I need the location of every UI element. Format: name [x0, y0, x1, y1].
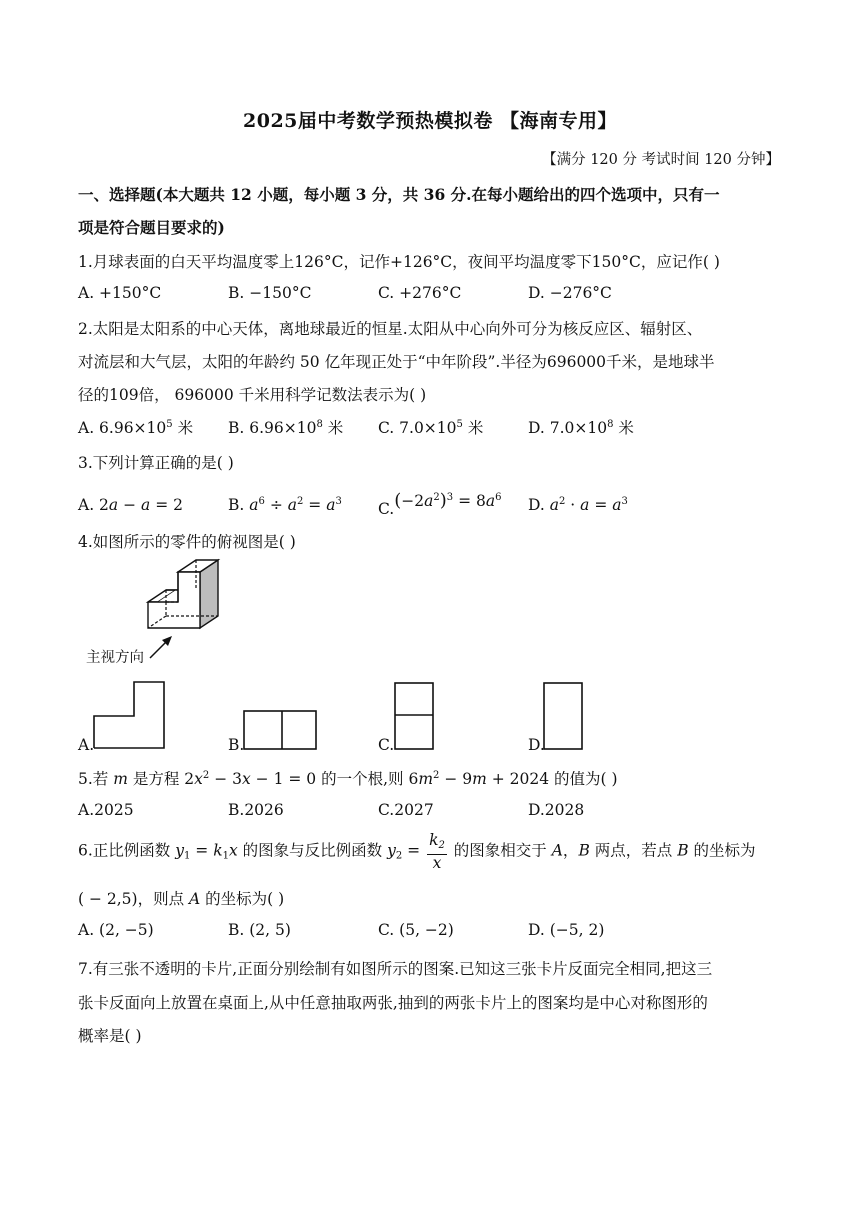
q5-option-a: A.2025 — [78, 801, 134, 819]
q2-option-a: A. $6.96\times 10^5$ 米 — [78, 419, 194, 437]
q4-option-d-figure — [543, 682, 583, 750]
q2-option-c: C. $7.0\times 10^5$ 米 — [378, 419, 484, 437]
exam-meta: 【满分 120 分 考试时间 120 分钟】 — [542, 152, 780, 168]
q2-option-b: B. $6.96\times 10^8$ 米 — [228, 419, 344, 437]
q1-option-b: B. −150°C — [228, 284, 312, 302]
q3-option-c: $C.(-2a^2)^3 = 8a^6$ — [378, 490, 502, 518]
q2-line2: 对流层和大气层，太阳的年龄约 50 亿年现正处于“中年阶段”.半径为696000千米，是地球半 — [78, 353, 715, 371]
q3-option-b: B. $a^6 \div a^2 = a^3$ — [228, 496, 342, 514]
q3-option-d: D. $a^2 \cdot a = a^3$ — [528, 496, 628, 514]
section-heading-line2: 项是符合题目要求的) — [78, 218, 225, 237]
q1-stem: 1.月球表面的白天平均温度零上126°C，记作+126°C，夜间平均温度零下150°C，应记作( ) — [78, 253, 720, 271]
q1-option-d: D. −276°C — [528, 284, 612, 302]
q3-stem: 3.下列计算正确的是( ) — [78, 454, 234, 472]
q5-stem: 5.若 m 是方程 $2x^2 - 3x - 1 = 0$ 的一个根,则 $6m^2 - 9m + 2024$ 的值为( ) — [78, 770, 618, 788]
q4-option-c-figure — [394, 682, 434, 750]
q4-option-c-label: C. — [378, 736, 395, 754]
q7-line3: 概率是( ) — [78, 1027, 142, 1045]
q5-option-c: C.2027 — [378, 801, 434, 819]
q6-option-d: D. (−5, 2) — [528, 921, 605, 939]
q1-option-a: A. +150°C — [78, 284, 162, 302]
section-heading-line1: 一、选择题(本大题共 12 小题，每小题 3 分，共 36 分.在每小题给出的四个选项中，只有一 — [78, 185, 720, 204]
q3-option-a: A. 2a − a = 2 — [78, 496, 183, 514]
q2-option-d: D. $7.0\times 10^8$ 米 — [528, 419, 634, 437]
q6-option-b: B. (2, 5) — [228, 921, 291, 939]
q4-stem: 4.如图所示的零件的俯视图是( ) — [78, 533, 296, 551]
q2-line3: 径的109倍， 696000 千米用科学记数法表示为( ) — [78, 386, 427, 404]
q4-option-a-figure — [92, 680, 166, 750]
q2-line1: 2.太阳是太阳系的中心天体，离地球最近的恒星.太阳从中心向外可分为核反应区、辐射区、 — [78, 320, 703, 338]
q4-option-b-figure — [243, 710, 317, 750]
page-title: 2025届中考数学预热模拟卷 【海南专用】 — [243, 110, 617, 132]
view-direction-label: 主视方向 — [86, 650, 144, 666]
q4-option-d-label: D. — [528, 736, 545, 754]
q6-option-a: A. (2, −5) — [78, 921, 154, 939]
q6-line2: ( − 2,5)，则点 A 的坐标为( ) — [78, 890, 285, 908]
q5-option-d: D.2028 — [528, 801, 585, 819]
q7-line1: 7.有三张不透明的卡片,正面分别绘制有如图所示的图案.已知这三张卡片反面完全相同,把这三 — [78, 960, 713, 978]
q6-option-c: C. (5, −2) — [378, 921, 454, 939]
q4-option-a-label: A. — [78, 736, 95, 754]
view-arrow-icon — [148, 632, 178, 662]
q7-line2: 张卡反面向上放置在桌面上,从中任意抽取两张,抽到的两张卡片上的图案均是中心对称图形的 — [78, 994, 708, 1012]
q6-line1: 6.正比例函数 $y_1 = k_1x$ 的图象与反比例函数 $y_2$ = $\frac{k_2}{x}$ 的图象相交于 A，B 两点，若点 B 的坐标为 — [78, 831, 756, 872]
q5-option-b: B.2026 — [228, 801, 284, 819]
q4-option-b-label: B. — [228, 736, 245, 754]
q1-option-c: C. +276°C — [378, 284, 462, 302]
